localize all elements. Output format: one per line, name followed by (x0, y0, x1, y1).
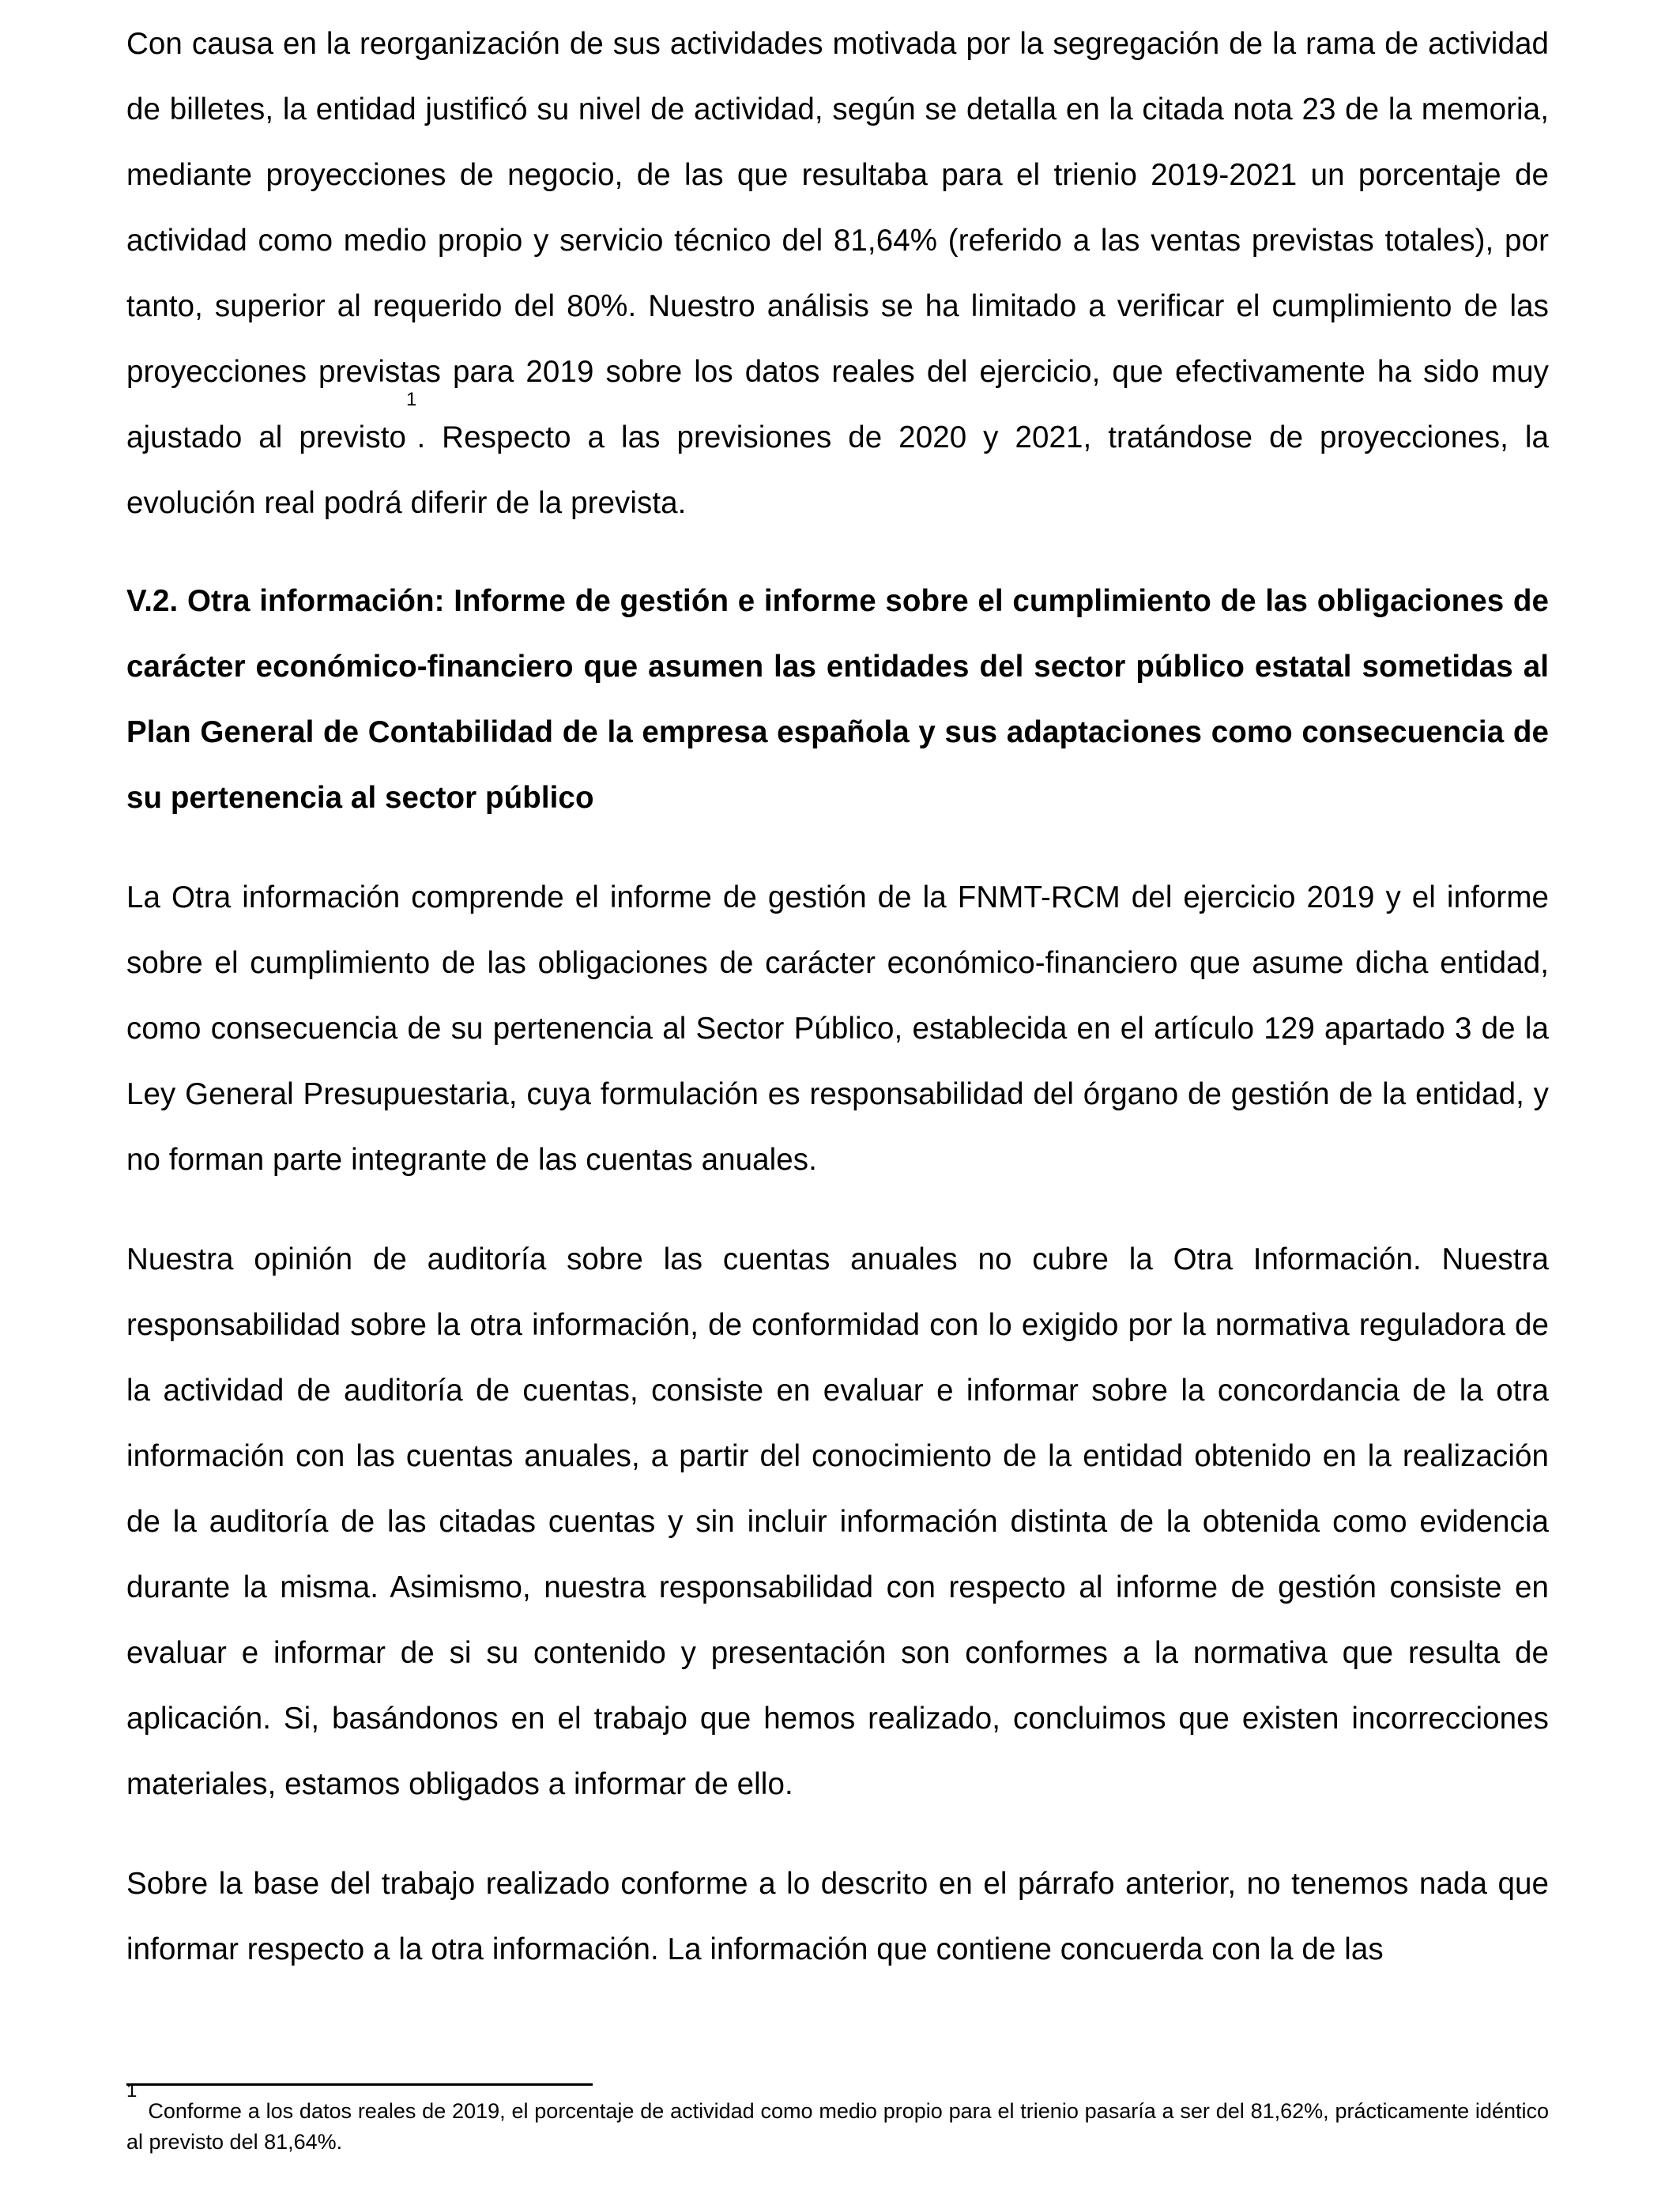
paragraph-activity-projections (126, 11, 1549, 536)
spacer (126, 536, 1549, 568)
paragraph-activity-projections-text-end: . Respecto a las previsiones de 2020 y 2021, tratándose de proyecciones, la evolución real podrá diferir de la prevista. (126, 420, 1549, 520)
spacer (126, 831, 1549, 865)
spacer (126, 1817, 1549, 1851)
footnote-text: Conforme a los datos reales de 2019, el porcentaje de actividad como medio propio para el trienio pasaría a ser del 81,62%, prácticamente idéntico al previsto del 81,64%. (126, 2099, 1549, 2154)
footnote (126, 2080, 1549, 2158)
paragraph-activity-projections-text: Con causa en la reorganización de sus actividades motivada por la segregación de la rama de actividad de billetes, la entidad justificó su nivel de actividad, según se detalla en la citada nota 23 de la memoria, mediante proyecciones de negocio, de las que resultaba para el trienio 2019-2021 un porcentaje de actividad como medio propio y servicio técnico del 81,64% (referido a las ventas previstas totales), por tanto, superior al requerido del 80%. Nuestro análisis se ha limitado a verificar el cumplimiento de las proyecciones previstas para 2019 sobre los datos reales del ejercicio, que efectivamente ha sido muy ajustado al previsto (126, 27, 1549, 454)
paragraph-audit-responsibility: Nuestra opinión de auditoría sobre las cuentas anuales no cubre la Otra Información. Nuestra responsabilidad sobre la otra información, de conformidad con lo exigido por la normativa reguladora de la actividad de auditoría de cuentas, consiste en evaluar e informar sobre la concordancia de la otra información con las cuentas anuales, a partir del conocimiento de la entidad obtenido en la realización de la auditoría de las citadas cuentas y sin incluir información distinta de la obtenida como evidencia durante la misma. Asimismo, nuestra responsabilidad con respecto al informe de gestión consiste en evaluar e informar de si su contenido y presentación son conformes a la normativa que resulta de aplicación. Si, basándonos en el trabajo que hemos realizado, concluimos que existen incorrecciones materiales, estamos obligados a informar de ello. (126, 1242, 1549, 1801)
paragraph-other-information: La Otra información comprende el informe de gestión de la FNMT-RCM del ejercicio 2019 y el informe sobre el cumplimiento de las obligaciones de carácter económico-financiero que asume dicha entidad, como consecuencia de su pertenencia al Sector Público, establecida en el artículo 129 apartado 3 de la Ley General Presupuestaria, cuya formulación es responsabilidad del órgano de gestión de la entidad, y no forman parte integrante de las cuentas anuales. (126, 880, 1549, 1177)
section-heading: V.2. Otra información: Informe de gestión e informe sobre el cumplimiento de las obligaciones de carácter económico-financiero que asumen las entidades del sector público estatal sometidas al Plan General de Contabilidad de la empresa española y sus adaptaciones como consecuencia de su pertenencia al sector público (126, 584, 1549, 815)
spacer (126, 1193, 1549, 1227)
document-body (126, 11, 1549, 1982)
footnote-separator (126, 2083, 593, 2086)
footnote-reference[interactable]: 1 (406, 389, 417, 410)
paragraph-conclusion: Sobre la base del trabajo realizado conforme a lo descrito en el párrafo anterior, no tenemos nada que informar respecto a la otra información. La información que contiene concuerda con la de las (126, 1867, 1549, 1966)
footnote-mark: 1 (126, 2080, 137, 2102)
